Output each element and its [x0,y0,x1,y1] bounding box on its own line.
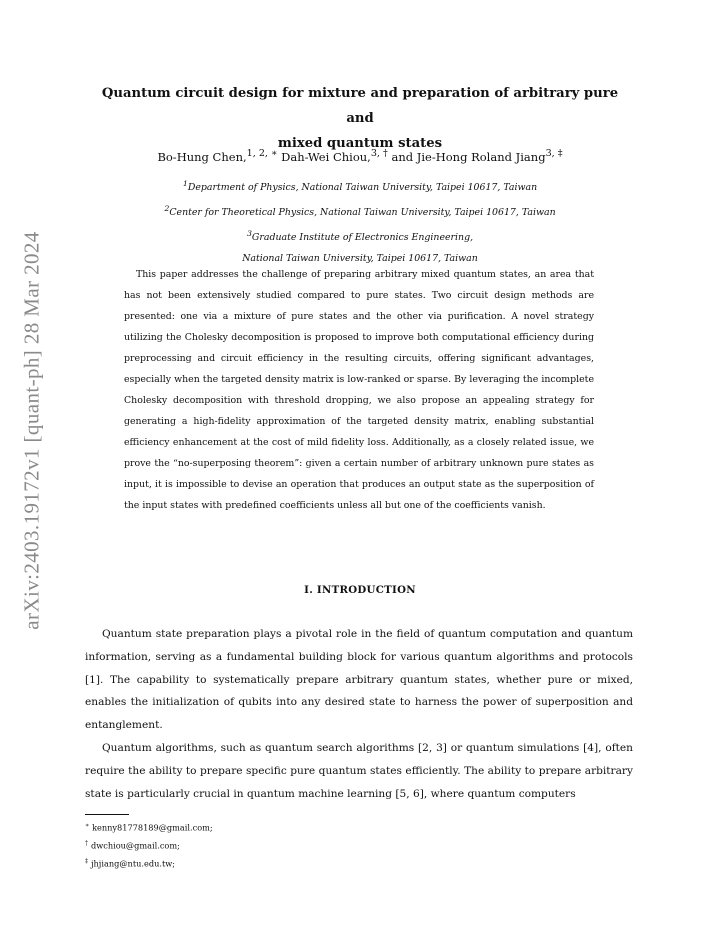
arxiv-identifier: arXiv:2403.19172v1 [quant-ph] 28 Mar 2024 [19,230,44,630]
affiliation-text: Center for Theoretical Physics, National Taiwan University, Taipei 10617, Taiwan [169,207,556,219]
affiliation-line [80,223,640,248]
author-3: and Jie-Hong Roland Jiang [387,149,546,164]
affiliation-mark: 3 [246,229,252,239]
arxiv-sidebar [12,210,52,650]
author-2-affil-marks: 3, † [370,148,388,159]
affiliation-mark: 1 [182,179,188,188]
footnote-email: kenny81778189@gmail.com; [92,822,213,833]
author-list [80,148,640,164]
affiliation-mark: 2 [164,204,170,214]
affiliation-text: National Taiwan University, Taipei 10617, Taiwan [242,253,478,265]
footnote-mark: ∗ [85,822,90,829]
footnote-mark: † [85,840,88,848]
affiliation-line [80,173,640,198]
footnote [85,854,213,872]
author-3-affil-marks: 3, ‡ [545,148,563,159]
footnote-email: dwchiou@gmail.com; [91,840,180,851]
affiliation-line [80,198,640,223]
paper-title [96,81,624,156]
paragraph: Quantum state preparation plays a pivotal role in the field of quantum computation and quantum information, serving as a fundamental building block for various quantum algorithms and protocols [1]. The capability to systematically prepare arbitrary quantum states, whether pure or mixed, enables the initialization of qubits into any desired state to harness the power of superposition and entanglement. [85,628,633,732]
footnotes [85,818,213,873]
affiliation-list [80,173,640,269]
affiliation-text: Graduate Institute of Electronics Engineering, [251,232,474,244]
footnote [85,818,213,836]
footnote-email: jhjiang@ntu.edu.tw; [91,859,176,870]
author-1: Bo-Hung Chen, [157,149,247,164]
footnote [85,836,213,854]
title-line-1: Quantum circuit design for mixture and preparation of arbitrary pure and [101,86,619,126]
footnote-mark: ‡ [85,858,88,866]
paragraph: Quantum algorithms, such as quantum search algorithms [2, 3] or quantum simulations [4], often require the ability to prepare specific pure quantum states efficiently. The ability to prepare arbitrary state is particularly crucial in quantum machine learning [5, 6], where quantum computers [85,741,633,800]
abstract: This paper addresses the challenge of preparing arbitrary mixed quantum states, an area that has not been extensively studied compared to pure states. Two circuit design methods are presented: one via a mixture of pure states and the other via purification. A novel strategy utilizing the Cholesky decomposition is proposed to improve both computational efficiency during preprocessing and circuit efficiency in the resulting circuits, offering significant advantages, especially when the targeted density matrix is low-ranked or sparse. By leveraging the incomplete Cholesky decomposition with threshold dropping, we also propose an appealing strategy for generating a high-fidelity approximation of the targeted density matrix, enabling substantial efficiency enhancement at the cost of mild fidelity loss. Additionally, as a closely related issue, we prove the “no-superposing theorem”: given a certain number of arbitrary unknown pure states as input, it is impossible to devise an operation that produces an output state as the superposition of the input states with predefined coefficients unless all but one of the coefficients vanish. [124,269,594,511]
section-heading: I. INTRODUCTION [304,584,416,596]
author-2: Dah-Wei Chiou, [277,149,371,164]
footnote-rule [85,814,129,815]
author-1-affil-marks: 1, 2, ∗ [246,148,278,159]
title-line-2: mixed quantum states [277,136,443,151]
affiliation-text: Department of Physics, National Taiwan University, Taipei 10617, Taiwan [187,182,538,194]
body-text [85,623,633,805]
